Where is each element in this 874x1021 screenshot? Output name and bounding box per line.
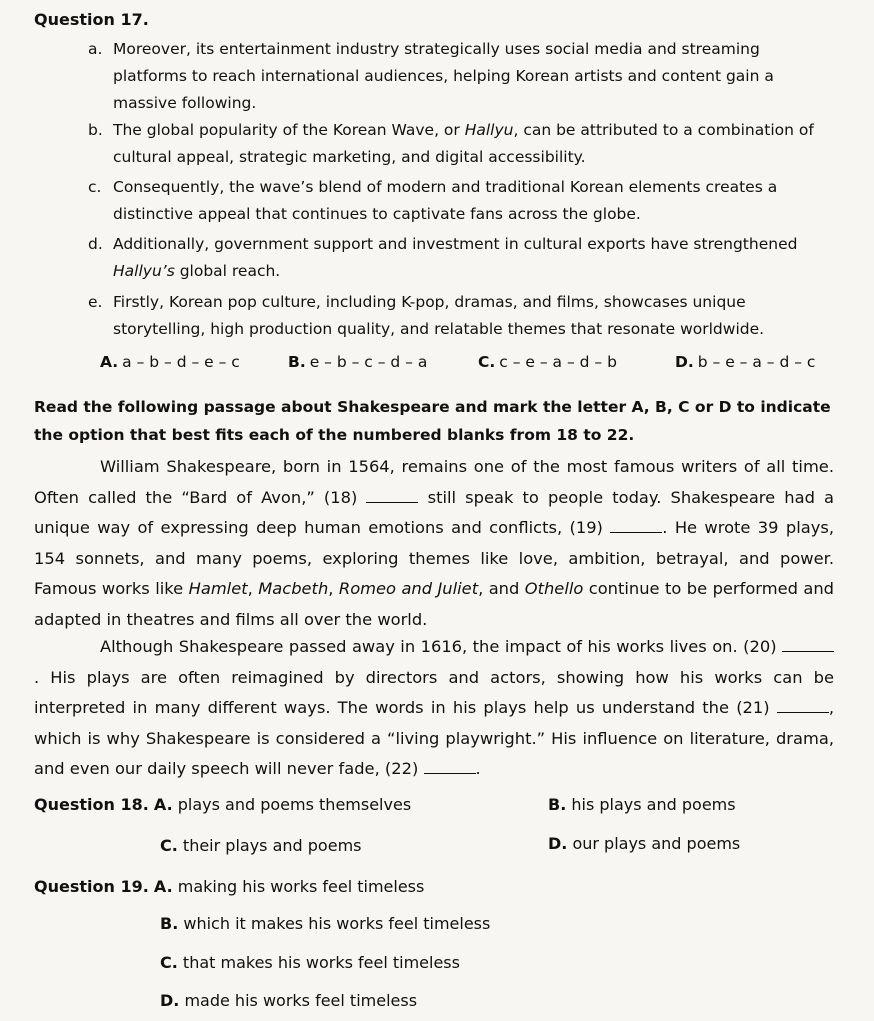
q19-option-d[interactable]: D. made his works feel timeless — [160, 991, 418, 1010]
q17-item-d — [88, 231, 828, 285]
q17-item-a — [88, 36, 828, 117]
q17-option-c[interactable]: C. c – e – a – d – b — [478, 353, 617, 371]
item-label: d. — [88, 235, 103, 253]
item-text: Additionally, government support and investment in cultural exports have strengthened Hallyu’s global reach. — [113, 235, 798, 280]
question-18-label: Question 18. — [34, 795, 149, 814]
item-text: Consequently, the wave’s blend of modern and traditional Korean elements creates a distinctive appeal that continues to captivate fans across the globe. — [113, 178, 778, 223]
item-text: Moreover, its entertainment industry strategically uses social media and streaming platforms to reach international audiences, helping Korean artists and content gain a massive following. — [113, 40, 774, 112]
passage-paragraph-2: Although Shakespeare passed away in 1616, the impact of his works lives on. (20) . His plays are often reimagined by directors and actors, showing how his works can be interpreted in many different ways. The words in his plays help us understand the (21) , which is why Shakespeare is considered a “living playwright.” His influence on literature, drama, and even our daily speech will never fade, (22) . — [34, 637, 834, 778]
q18-option-d[interactable]: D. our plays and poems — [548, 834, 741, 853]
q17-option-b[interactable]: B. e – b – c – d – a — [288, 353, 428, 371]
item-label: e. — [88, 293, 103, 311]
q18-option-b[interactable]: B. his plays and poems — [548, 795, 736, 814]
item-label: a. — [88, 40, 103, 58]
q17-item-e — [88, 289, 828, 343]
question-19-label: Question 19. — [34, 877, 149, 896]
q18-option-c[interactable]: C. their plays and poems — [160, 836, 362, 855]
q19-option-b[interactable]: B. which it makes his works feel timeless — [160, 914, 491, 933]
blank-21[interactable] — [777, 698, 829, 713]
blank-19[interactable] — [610, 518, 662, 533]
q19-option-c[interactable]: C. that makes his works feel timeless — [160, 953, 460, 972]
q18-option-a[interactable]: Question 18. A. plays and poems themselves — [34, 795, 412, 814]
passage-paragraph-1: William Shakespeare, born in 1564, remains one of the most famous writers of all time. Often called the “Bard of Avon,” (18) still speak to people today. Shakespeare had a unique way of expressing deep human emotions and conflicts, (19) . He wrote 39 plays, 154 sonnets, and many poems, exploring themes like love, ambition, betrayal, and power. Famous works like Hamlet, Macbeth, Romeo and Juliet, and Othello continue to be performed and adapted in theatres and films all over the world. — [34, 457, 834, 629]
q17-item-b — [88, 117, 828, 171]
item-text: Firstly, Korean pop culture, including K-pop, dramas, and films, showcases unique storytelling, high production quality, and relatable themes that resonate worldwide. — [113, 293, 765, 338]
blank-18[interactable] — [366, 488, 418, 503]
q17-option-d[interactable]: D. b – e – a – d – c — [675, 353, 816, 371]
question-17-heading: Question 17. — [34, 10, 149, 29]
reading-instruction: Read the following passage about Shakespeare and mark the letter A, B, C or D to indicate the option that best fits each of the numbered blanks from 18 to 22. — [34, 398, 831, 444]
q19-option-a[interactable]: Question 19. A. making his works feel timeless — [34, 877, 425, 896]
blank-22[interactable] — [424, 759, 476, 774]
item-label: b. — [88, 121, 103, 139]
q17-item-c — [88, 174, 828, 228]
item-label: c. — [88, 178, 102, 196]
blank-20[interactable] — [782, 637, 834, 652]
q17-option-a[interactable]: A. a – b – d – e – c — [100, 353, 240, 371]
item-text: The global popularity of the Korean Wave, or Hallyu, can be attributed to a combination of cultural appeal, strategic marketing, and digital accessibility. — [113, 121, 814, 166]
